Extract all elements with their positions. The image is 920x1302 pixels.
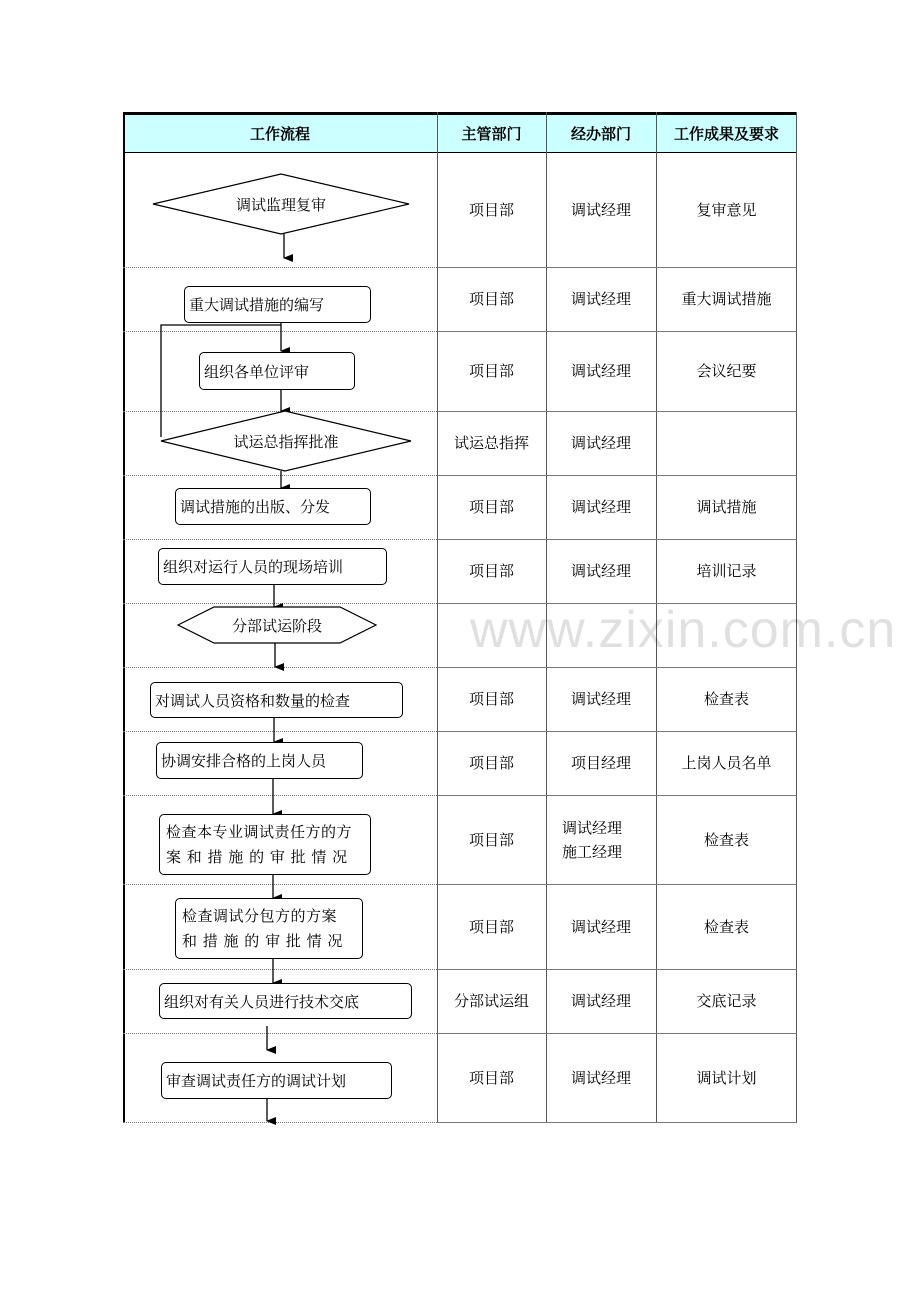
dept-cell: 项目部	[468, 917, 514, 936]
result-cell: 会议纪要	[696, 362, 757, 380]
dept-cell: 项目部	[468, 498, 514, 516]
handler-cell: 项目经理	[570, 754, 631, 772]
process-step-box: 对调试人员资格和数量的检查	[150, 682, 403, 718]
dept-cell: 试运总指挥	[453, 434, 529, 452]
result-cell: 检查表	[703, 917, 749, 936]
handler-cell: 调试经理	[570, 690, 631, 708]
header-dept: 主管部门	[437, 112, 546, 153]
process-step-box: 组织各单位评审	[199, 352, 355, 390]
dept-cell: 项目部	[468, 1068, 514, 1087]
header-result: 工作成果及要求	[656, 112, 797, 153]
process-step-box: 检查本专业调试责任方的方 案 和 措 施 的 审 批 情 况	[159, 814, 371, 875]
result-cell: 交底记录	[696, 992, 757, 1010]
process-step-box: 审查调试责任方的调试计划	[161, 1062, 392, 1099]
handler-cell: 调试经理	[570, 290, 631, 308]
result-cell: 检查表	[703, 690, 749, 708]
dept-cell: 项目部	[468, 830, 514, 849]
step-label: 分部试运阶段	[231, 616, 322, 635]
dept-cell: 项目部	[468, 562, 514, 580]
handler-cell: 调试经理	[570, 498, 631, 516]
result-cell: 培训记录	[696, 562, 757, 580]
result-cell: 调试措施	[696, 498, 757, 516]
handler-cell: 调试经理	[570, 1068, 631, 1087]
process-step-box: 调试措施的出版、分发	[175, 488, 371, 525]
result-cell: 重大调试措施	[681, 290, 772, 308]
watermark: www.zixin.com.cn	[470, 601, 897, 659]
dept-cell: 项目部	[468, 290, 514, 308]
header-process: 工作流程	[123, 112, 437, 153]
handler-cell: 调试经理	[570, 992, 631, 1010]
result-cell: 检查表	[703, 830, 749, 849]
result-cell: 上岗人员名单	[681, 754, 772, 772]
handler-cell: 调试经理	[570, 434, 631, 452]
dept-cell: 项目部	[468, 201, 514, 219]
result-cell: 复审意见	[696, 201, 757, 219]
handler-cell: 调试经理	[570, 917, 631, 936]
process-step-box: 组织对运行人员的现场培训	[158, 548, 387, 585]
step-label: 试运总指挥批准	[233, 432, 339, 451]
result-cell: 调试计划	[696, 1068, 757, 1087]
dept-cell: 分部试运组	[453, 992, 529, 1010]
process-step-box: 重大调试措施的编写	[184, 286, 371, 323]
process-step-box: 协调安排合格的上岗人员	[156, 742, 363, 779]
dept-cell: 项目部	[468, 362, 514, 380]
handler-cell: 调试经理	[570, 201, 631, 219]
step-label: 调试监理复审	[235, 195, 326, 214]
process-step-box: 检查调试分包方的方案 和 措 施 的 审 批 情 况	[175, 898, 363, 959]
handler-cell: 调试经理 施工经理	[562, 818, 623, 861]
dept-cell: 项目部	[468, 690, 514, 708]
handler-cell: 调试经理	[570, 562, 631, 580]
header-handler: 经办部门	[546, 112, 656, 153]
process-step-box: 组织对有关人员进行技术交底	[159, 983, 412, 1019]
dept-cell: 项目部	[468, 754, 514, 772]
handler-cell: 调试经理	[570, 362, 631, 380]
